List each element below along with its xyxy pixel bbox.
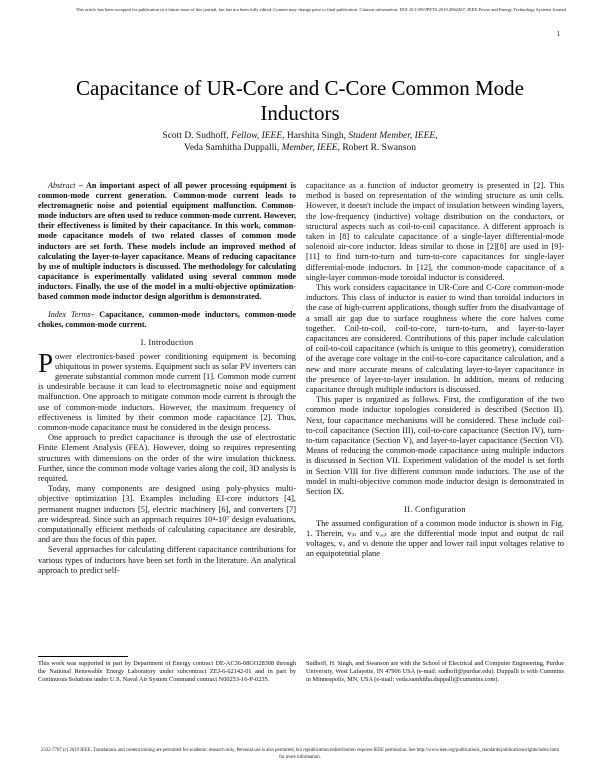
copyright-notice: 2332-7707 (c) 2019 IEEE. Translations and content mining are permitted for academic research only. Personal use is also permitted, but republication/redistribution requires IEEE permission. See http://www.ieee.org/publications_standards/publications/rights/index.html for more information.	[40, 748, 560, 760]
footnote-rule	[38, 656, 128, 657]
intro-paragraph-3: Today, many components are designed using poly-physics multi-objective optimization [3]. Examples including EI-core inductors [4], permanent magnet inductors [5], electric machinery [6], and converters [7] are widespread. Since such an approach requires 10⁴-10⁷ design evaluations, computationally efficient methods of calculating capacitance are desirable, and are thus the focus of this paper.	[38, 484, 296, 545]
body-paragraph-4: The assumed configuration of a common mode inductor is shown in Fig. 1. Therein, vᵢₙ and vₒᵤₜ are the differential mode input and output dc rail voltages, vᵤ and vₗ denote the upper and lower rail input voltages relative to an equipotential plane	[306, 518, 564, 559]
author-line-2	[60, 142, 540, 154]
left-column	[38, 181, 296, 576]
index-terms-text: – Capacitance, common-mode inductors, common-mode chokes, common-mode current.	[38, 310, 296, 330]
author-text: , Robert R. Swanson	[337, 143, 416, 153]
author-text: Veda Samhitha Duppalli,	[184, 143, 282, 153]
page-number: 1	[556, 30, 560, 38]
intro-paragraph-1	[38, 347, 296, 434]
right-column	[306, 181, 564, 559]
author-line-1	[60, 130, 540, 142]
affiliation-footnote: Sudhoff, H. Singh, and Swanson are with the School of Electrical and Computer Engineering, Purdue University, West Lafayette, IN 47906 USA (e-mail: sudhoff@purdue.edu). Duppalli is with Cummins in Minneapolis, MN, USA (e-mail: veda.samhitha.duppalli@cummins.com).	[306, 660, 564, 683]
author-text: ,	[435, 131, 438, 141]
author-role: Fellow, IEEE	[231, 131, 283, 141]
author-text: , Harshita Singh,	[282, 131, 349, 141]
author-role: Student Member, IEEE	[348, 131, 436, 141]
funding-footnote: This work was supported in part by Department of Energy contract DE-AC36-08GO28308 through the National Renewable Energy Laboratory under subcontract ZEJ-6-62142-01 and in part by Continuous Solutions under U.S. Naval Air System Command contract N00253-16-P-0235.	[38, 660, 296, 683]
body-paragraph-3: This paper is organized as follows. First, the configuration of the two common mode inductor topologies considered is described (Section II). Next, four capacitance mechanisms will be considered. These include coil-to-coil capacitance (Section III), coil-to-core capacitance (Section IV), turn-to-turn capacitance (Section V), and layer-to-layer capacitance (Section VI). Means of reducing the common-mode capacitance using multiple inductors is discussed in Section VII. Experiment validation of the model is set forth in Section VIII for five different common mode inductors. The use of the model in multi-objective common mode inductor design is demonstrated in Section IX.	[306, 395, 564, 497]
body-paragraph-1: capacitance as a function of inductor geometry is presented in [2]. This method is based on representation of the winding structure as unit cells. However, it doesn't include the impact of insulation between winding layers, the low-frequency (inductive) voltage distribution on the conductors, or structural aspects such as coil-to-coil capacitance. A different approach is taken in [8] to calculate capacitance of a single-layer differential-mode solenoid air-core inductor. Ideas similar to those in [2][8] are used in [9]-[11] to find turn-to-turn and turn-to-core capacitances for single-layer differential-mode inductors. In [12], the common-mode capacitance of a single-layer common-mode toroidal inductor is considered.	[306, 181, 564, 282]
abstract	[38, 181, 296, 302]
author-role: Member, IEEE	[281, 143, 338, 153]
author-block	[60, 130, 540, 154]
journal-notice: This article has been accepted for publication in a future issue of this journal, but has not been fully edited. Content may change prior to final publication. Citation information: DOI 10.1109/JPETS.2019.2962467, IEEE Power and Energy Technology Systems Journal	[75, 7, 566, 12]
paper-title: Capacitance of UR-Core and C-Core Common Mode Inductors	[76, 76, 524, 125]
drop-cap: P	[38, 347, 54, 378]
index-terms-label: Index Terms	[48, 310, 91, 320]
body-paragraph-2: This work considers capacitance in UR-Core and C-Core common-mode inductors. This class of inductor is easier to wind than toroidal inductors in the case of high-current applications, though suffer from the disadvantage of a small air gap due to surface roughness where the core halves come together. Coil-to-coil, coil-to-core, turn-to-turn, and layer-to-layer capacitances are considered. Contributions of this paper include calculation of coil-to-coil capacitance (which is unique to this geometry), consideration of the average core voltage in the coil-to-core capacitance calculation, and a new and more accurate means of calculating layer-to-layer capacitance in the presence of layer-to-layer insulation. In addition, means of reducing capacitance through multiple inductors is discussed.	[306, 283, 564, 395]
abstract-label: Abstract	[48, 181, 76, 190]
intro-text: ower electronics-based power conditioning equipment is becoming ubiquitous in power systems. Equipment such as solar PV inverters can generate substantial common mode current [1]. Common mode current is undesirable because it can lead to electromagnetic noise and equipment malfunction. One approach to mitigate common mode current is through the use of common-mode inductors. However, the maximum frequency of effectiveness is limited by their common mode capacitance [2]. Thus, common-mode capacitance must be considered in the design process.	[38, 351, 296, 432]
section-heading-configuration: II. Configuration	[404, 504, 466, 515]
author-text: Scott D. Sudhoff,	[162, 131, 232, 141]
index-terms	[38, 310, 296, 330]
section-heading-introduction: I. Introduction	[140, 337, 194, 348]
abstract-text: – An important aspect of all power processing equipment is common-mode current generation. Common-mode current leads to electromagnetic noise and potential equipment malfunction. Common-mode inductors are often used to reduce common-mode current. However, their effectiveness is limited by their capacitance. In this work, common-mode capacitance models of two related classes of common mode inductors are set forth. These models include an improved method of calculating the layer-to-layer capacitance. Means of reducing capacitance by use of multiple inductors is discussed. The methodology for calculating capacitance is experimentally validated using several common mode inductors. Finally, the use of the model in a multi-objective optimization-based common mode inductor design algorithm is demonstrated.	[38, 181, 296, 302]
intro-paragraph-2: One approach to predict capacitance is through the use of electrostatic Finite Element Analysis (FEA). However, doing so requires representing structures with dimensions on the order of the wire insulation thickness. Further, since the common mode voltage varies along the coil, 3D analysis is required.	[38, 433, 296, 483]
intro-paragraph-4: Several approaches for calculating different capacitance contributions for various types of inductors have been set forth in the literature. An analytical approach to predict self-	[38, 545, 296, 575]
